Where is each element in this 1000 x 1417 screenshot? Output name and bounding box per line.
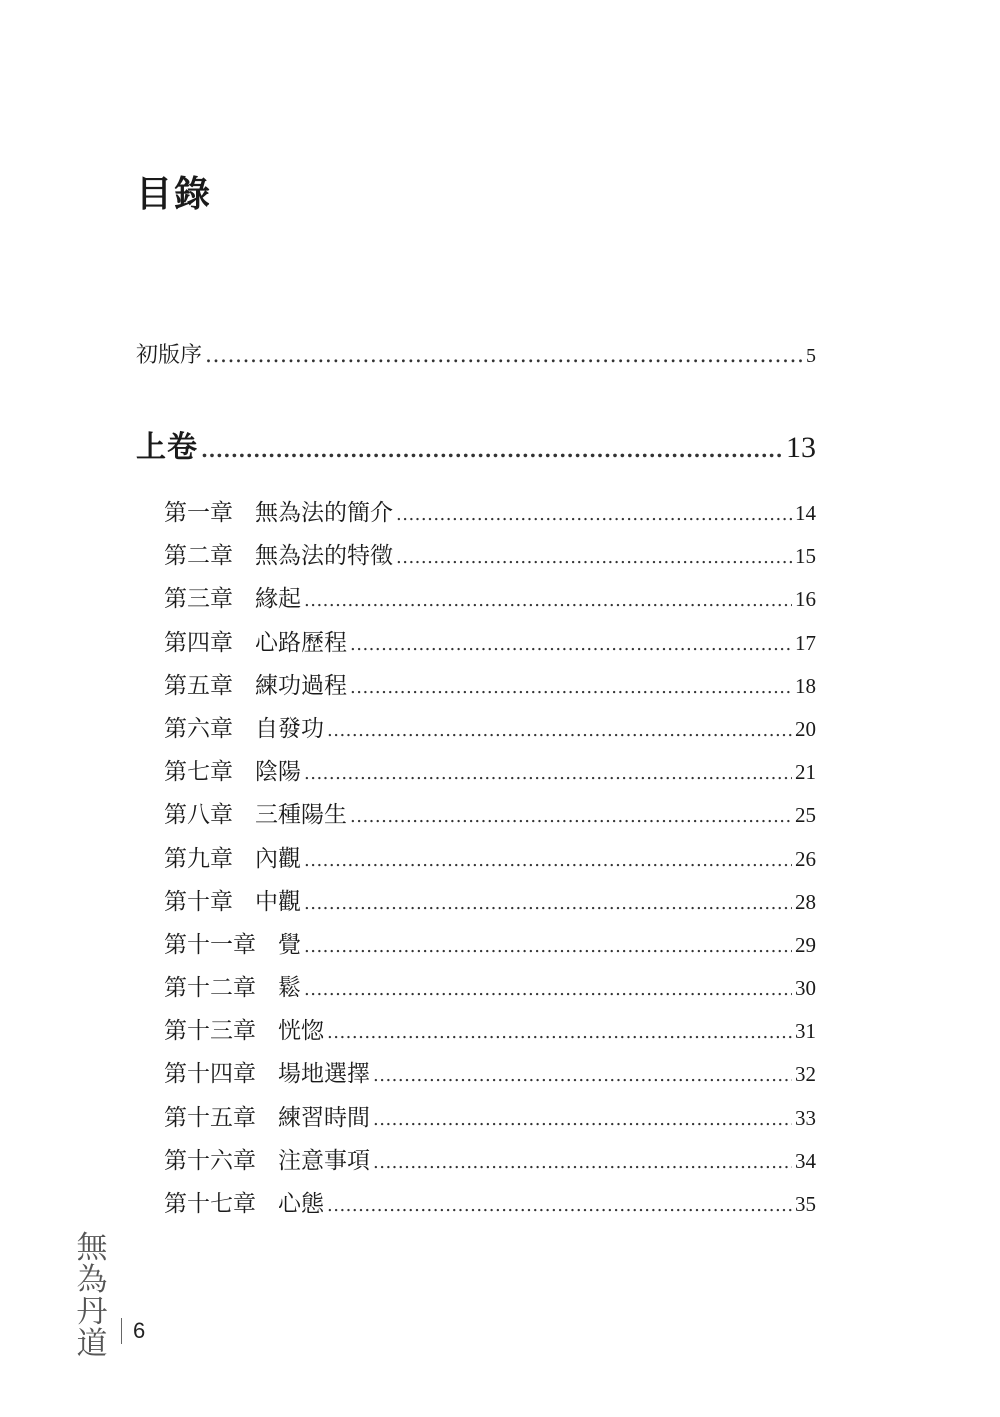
chapter-title: 內觀 — [255, 845, 301, 872]
toc-chapter-5[interactable] — [164, 668, 816, 711]
chapter-title: 心態 — [278, 1191, 324, 1217]
chapter-number: 第二章 — [164, 543, 233, 570]
chapter-page-number: 17 — [795, 630, 816, 655]
dot-leader — [304, 843, 792, 879]
chapter-title: 心路歷程 — [255, 629, 347, 656]
dot-leader — [304, 583, 792, 619]
chapter-title: 鬆 — [278, 975, 301, 1002]
page-number: 6 — [133, 1318, 146, 1343]
chapter-number: 第八章 — [164, 802, 233, 829]
toc-chapter-11[interactable] — [164, 927, 816, 970]
calligraphy-char: 丹 — [76, 1294, 108, 1330]
chapter-title: 注意事項 — [278, 1147, 370, 1174]
chapter-number: 第一章 — [164, 500, 233, 526]
chapter-number: 第十七章 — [164, 1191, 256, 1217]
toc-chapter-2[interactable] — [164, 538, 816, 581]
dot-leader — [350, 799, 792, 835]
chapter-page-number: 33 — [795, 1105, 816, 1130]
toc-chapter-12[interactable] — [164, 970, 816, 1013]
dot-leader — [304, 972, 792, 1008]
chapter-title: 緣起 — [255, 586, 301, 613]
chapter-title: 無為法的特徵 — [255, 543, 393, 570]
chapter-title: 無為法的簡介 — [255, 500, 393, 526]
chapter-page-number: 16 — [795, 587, 816, 612]
chapter-title: 自發功 — [255, 715, 324, 742]
chapter-number: 第九章 — [164, 845, 233, 872]
chapter-page-number: 35 — [795, 1192, 816, 1216]
dot-leader — [205, 340, 803, 372]
toc-entry-page-number: 13 — [786, 431, 816, 464]
toc-entry-preface[interactable] — [136, 340, 816, 372]
chapter-number: 第五章 — [164, 672, 233, 699]
toc-chapter-6[interactable] — [164, 711, 816, 754]
chapter-page-number: 31 — [795, 1019, 816, 1044]
toc-chapter-14[interactable] — [164, 1056, 816, 1099]
dot-leader — [396, 540, 792, 576]
dot-leader — [373, 1058, 792, 1094]
toc-entry-page-number: 5 — [806, 345, 816, 367]
chapter-page-number: 21 — [795, 760, 816, 785]
chapter-page-number: 18 — [795, 673, 816, 698]
chapter-number: 第十四章 — [164, 1061, 256, 1088]
dot-leader — [304, 756, 792, 792]
chapter-number: 第四章 — [164, 629, 233, 656]
calligraphy-char: 為 — [76, 1262, 108, 1298]
toc-chapter-16[interactable] — [164, 1143, 816, 1186]
chapter-title: 陰陽 — [255, 759, 301, 786]
chapter-title: 練習時間 — [278, 1104, 370, 1131]
chapter-title: 練功過程 — [255, 672, 347, 699]
toc-chapter-1[interactable] — [164, 495, 816, 538]
calligraphy-char: 無 — [76, 1230, 108, 1266]
chapter-page-number: 29 — [795, 932, 816, 957]
toc-chapter-17[interactable] — [164, 1186, 816, 1229]
chapter-title: 中觀 — [255, 888, 301, 915]
book-title-calligraphy — [72, 1232, 112, 1360]
toc-chapter-4[interactable] — [164, 625, 816, 668]
toc-entry-volume[interactable] — [136, 426, 816, 472]
chapter-page-number: 20 — [795, 716, 816, 741]
toc-chapter-3[interactable] — [164, 581, 816, 624]
dot-leader — [373, 1145, 792, 1181]
chapter-page-number: 32 — [795, 1062, 816, 1087]
toc-chapter-10[interactable] — [164, 884, 816, 927]
dot-leader — [373, 1102, 792, 1138]
chapter-number: 第十三章 — [164, 1018, 256, 1045]
chapter-page-number: 15 — [795, 544, 816, 569]
dot-leader — [327, 1015, 792, 1051]
chapter-page-number: 34 — [795, 1148, 816, 1173]
dot-leader — [350, 670, 792, 706]
chapter-title: 場地選擇 — [278, 1061, 370, 1088]
chapter-page-number: 28 — [795, 889, 816, 914]
chapter-title: 恍惚 — [278, 1018, 324, 1045]
dot-leader — [350, 627, 792, 663]
chapter-title: 覺 — [278, 931, 301, 958]
chapter-page-number: 30 — [795, 976, 816, 1001]
dot-leader — [201, 428, 783, 472]
toc-entry-label: 初版序 — [136, 343, 203, 368]
dot-leader — [304, 929, 792, 965]
chapter-number: 第七章 — [164, 759, 233, 786]
chapter-number: 第十二章 — [164, 975, 256, 1002]
toc-chapter-9[interactable] — [164, 841, 816, 884]
dot-leader — [327, 713, 792, 749]
chapter-number: 第十章 — [164, 888, 233, 915]
page-title: 目錄 — [136, 173, 213, 215]
dot-leader — [396, 497, 792, 533]
chapter-list — [164, 495, 816, 1229]
toc-chapter-8[interactable] — [164, 797, 816, 840]
chapter-page-number: 14 — [795, 501, 816, 525]
chapter-page-number: 26 — [795, 846, 816, 871]
chapter-title: 三種陽生 — [255, 802, 347, 829]
volume-heading: 上卷 — [136, 430, 198, 465]
chapter-number: 第六章 — [164, 715, 233, 742]
chapter-number: 第十六章 — [164, 1147, 256, 1174]
chapter-number: 第三章 — [164, 586, 233, 613]
chapter-number: 第十一章 — [164, 931, 256, 958]
toc-chapter-15[interactable] — [164, 1100, 816, 1143]
chapter-page-number: 25 — [795, 803, 816, 828]
toc-chapter-7[interactable] — [164, 754, 816, 797]
dot-leader — [304, 886, 792, 922]
chapter-number: 第十五章 — [164, 1104, 256, 1131]
footer-divider — [121, 1318, 122, 1344]
calligraphy-char: 道 — [76, 1326, 108, 1362]
dot-leader — [327, 1188, 792, 1224]
toc-chapter-13[interactable] — [164, 1013, 816, 1056]
